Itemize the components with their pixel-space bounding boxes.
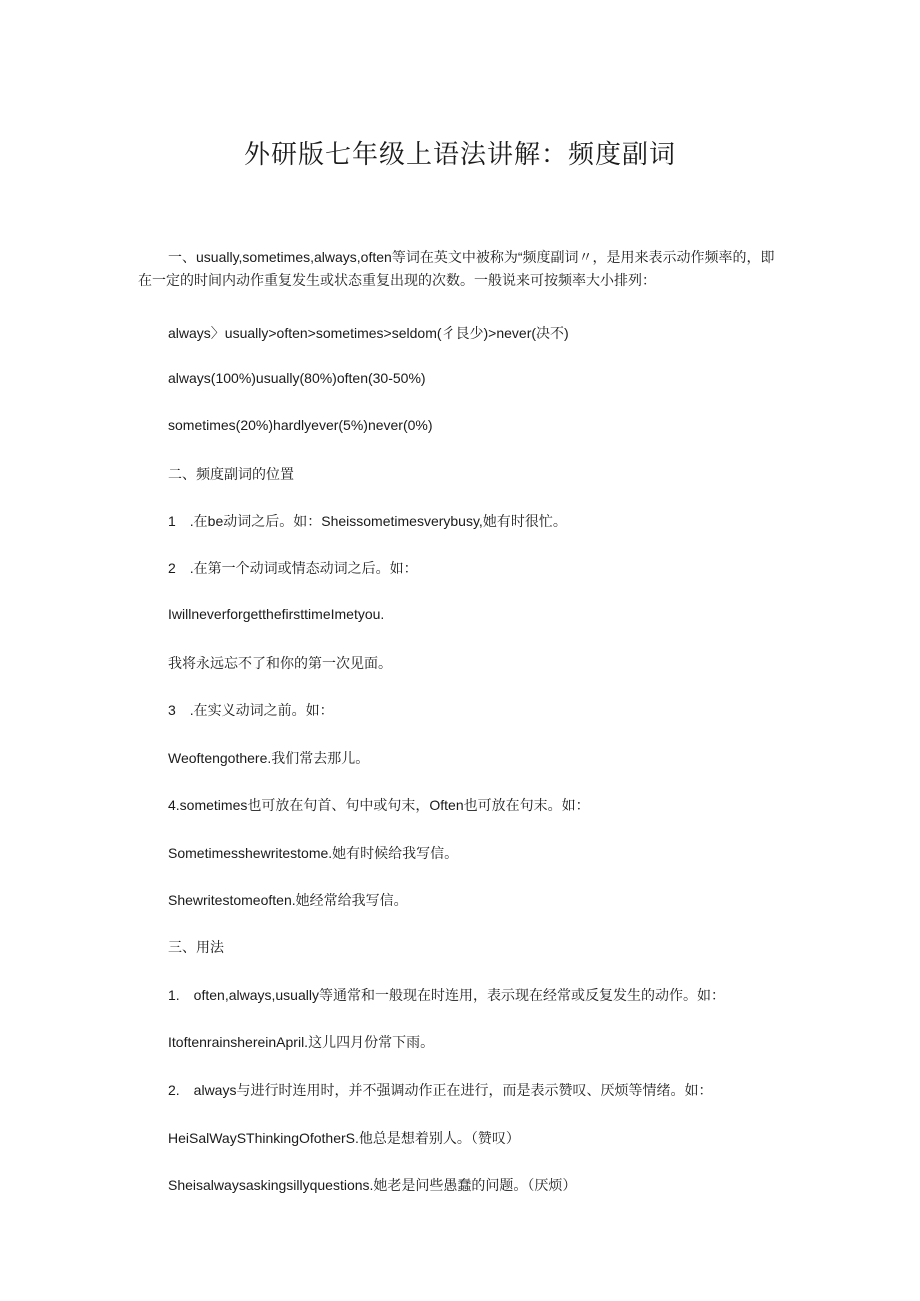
page-title: 外研版七年级上语法讲解：频度副词 — [243, 140, 676, 170]
example-sentence: Sheisalwaysaskingsillyquestions.她老是问些愚蠢的问题。（厌烦） — [168, 1177, 577, 1193]
usage-rule-1: 1. often,always,usually等通常和一般现在时连用，表示现在经常或反复发生的动作。如： — [168, 987, 725, 1003]
frequency-percent-line-1: always(100%)usually(80%)often(30-50%) — [168, 370, 426, 386]
example-sentence-zh: 我将永远忘不了和你的第一次见面。 — [168, 655, 392, 671]
example-sentence: Shewritestomeoften.她经常给我写信。 — [168, 892, 408, 908]
position-rule-1: 1 .在be动词之后。如：Sheissometimesverybusy,她有时很忙。 — [168, 513, 567, 529]
usage-rule-2: 2. always与进行时连用时，并不强调动作正在进行，而是表示赞叹、厌烦等情绪。如： — [168, 1082, 713, 1098]
position-rule-4: 4.sometimes也可放在句首、句中或句末，Often也可放在句末。如： — [168, 797, 590, 813]
frequency-order-line: always〉usually>often>sometimes>seldom(彳艮少)>never(决不) — [168, 325, 569, 341]
example-sentence: HeiSalWaySThinkingOfotherS.他总是想着别人。（赞叹） — [168, 1130, 520, 1146]
example-sentence: ItoftenrainshereinApril.这儿四月份常下雨。 — [168, 1034, 435, 1050]
example-sentence-en: IwillneverforgetthefirsttimeImetyou. — [168, 606, 385, 622]
example-sentence: Weoftengothere.我们常去那儿。 — [168, 750, 370, 766]
section-heading-usage: 三、用法 — [168, 939, 224, 955]
example-sentence: Sometimesshewritestome.她有时候给我写信。 — [168, 845, 459, 861]
position-rule-2: 2 .在第一个动词或情态动词之后。如： — [168, 560, 418, 576]
frequency-percent-line-2: sometimes(20%)hardlyever(5%)never(0%) — [168, 417, 433, 433]
intro-paragraph: 一、usually,sometimes,always,often等词在英文中被称为“频度副词〃，是用来表示动作频率的，即在一定的时间内动作重复发生或状态重复出现的次数。一般说来可按频率大小排列： — [138, 249, 775, 288]
position-rule-3: 3 .在实义动词之前。如： — [168, 702, 334, 718]
section-heading-position: 二、频度副词的位置 — [168, 466, 294, 482]
